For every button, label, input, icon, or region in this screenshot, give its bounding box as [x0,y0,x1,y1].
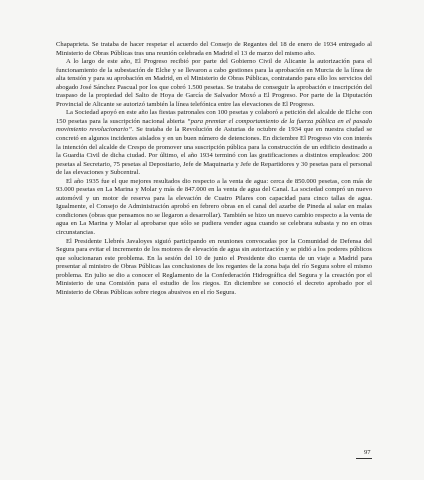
text-run: El Presidente Llebrés Javaloyes siguió participando en reuniones convocadas por la Comunidad de Defensa del Segura para evitar el incremento de los motores de elevación de agua sin autorización y se pidió a los poderes públicos que solucionaran este problema. En la sesión del 10 de junio el Presidente dio cuenta de un viaje a Madrid para presentar al ministro de Obras Públicas las conclusiones de los regantes de la zona baja del río Segura sobre el mismo problema. En julio se dio a conocer el Reglamento de la Confederación Hidrográfica del Segura y la creación por el Ministerio de una Comisión para el estudio de los riegos. En diciembre se conoció el decreto aprobado por el Ministerio de Obras Públicas sobre riegos abusivos en el río Segura. [56,237,372,296]
page-number: 97 [364,449,371,456]
text-run: La Sociedad apoyó en este año las fiestas patronales con 100 pesetas y colaboró a petición del alcalde de Elche con 150 pesetas para la suscripción nacional abierta [56,109,372,125]
paragraph [56,58,372,109]
text-run: Chapaprieta. Se trataba de hacer respetar el acuerdo del Consejo de Regantes del 18 de enero de 1934 entregado al Ministerio de Obras Públicas tras una reunión celebrada en Madrid el 13 de marzo del mismo año. [56,41,372,57]
text-run: El año 1935 fue el que mejores resultados dio respecto a la venta de agua: cerca de 850.000 pesetas, con más de 93.000 pesetas en La Marina y Molar y más de 847.000 en la venta de agua del Canal. La sociedad compró un nuevo automóvil y un motor de reserva para la elevación de Cuatro Pilares con capacidad para cinco tallas de agua. Igualmente, el Consejo de Administración aprobó en febrero obras en el canal del azarbe de Pineda al salar en malas condiciones (obras que pensamos no se llegaron a desarrollar). También se hizo un nuevo cambio respecto a la venta de agua en La Marina y Molar al aprobarse que sólo se pudiera vender agua cuando se celebrara subasta y no en otras circunstancias. [56,177,372,237]
text-run: . Se trataba de la Revolución de Asturias de octubre de 1934 que en nuestra ciudad se concretó en algunos incidentes aislados y en un buen número de detenciones. En diciembre El Progreso vio con interés la intención del alcalde de Crespo de promover una suscripción pública para la construcción de un edificio destinado a la Guardia Civil de dicha ciudad. Por último, el año 1934 terminó con las gratificaciones a distintos empleados: 200 pesetas al Secretario, 75 pesetas al Depositario, Jefe de Maquinaria y Jefe de Repartidores y 30 pesetas para el personal de las elevaciones y Subcentral. [56,126,372,177]
paragraph [56,178,372,238]
paragraph [56,41,372,58]
italic-quote: “para premiar el comportamiento de la fuerza pública en el pasado movimiento revolucionario” [56,117,372,134]
paragraph [56,238,372,298]
paragraph [56,109,372,177]
body-text [56,41,372,297]
text-run: A lo largo de este año, El Progreso recibió por parte del Gobierno Civil de Alicante la autorización para el funcionamiento de la subestación de Elche y se llevaron a cabo gestiones para la aprobación en Murcia de la línea de alta tensión y para su aprobación en Madrid, en el Ministerio de Obras Públicas, contratando para ello los servicios del abogado José Sánchez Pascual por los que cobró 1.500 pesetas. Se trataba de conseguir la aprobación e inscripción del traspaso de la propiedad del Salto de Hoya de García de Salvador Moxó a El Progreso. Por parte de la Diputación Provincial de Alicante se autorizó también la línea telefónica entre las elevaciones de El Progreso. [56,58,372,108]
page-number-rule [356,458,372,459]
